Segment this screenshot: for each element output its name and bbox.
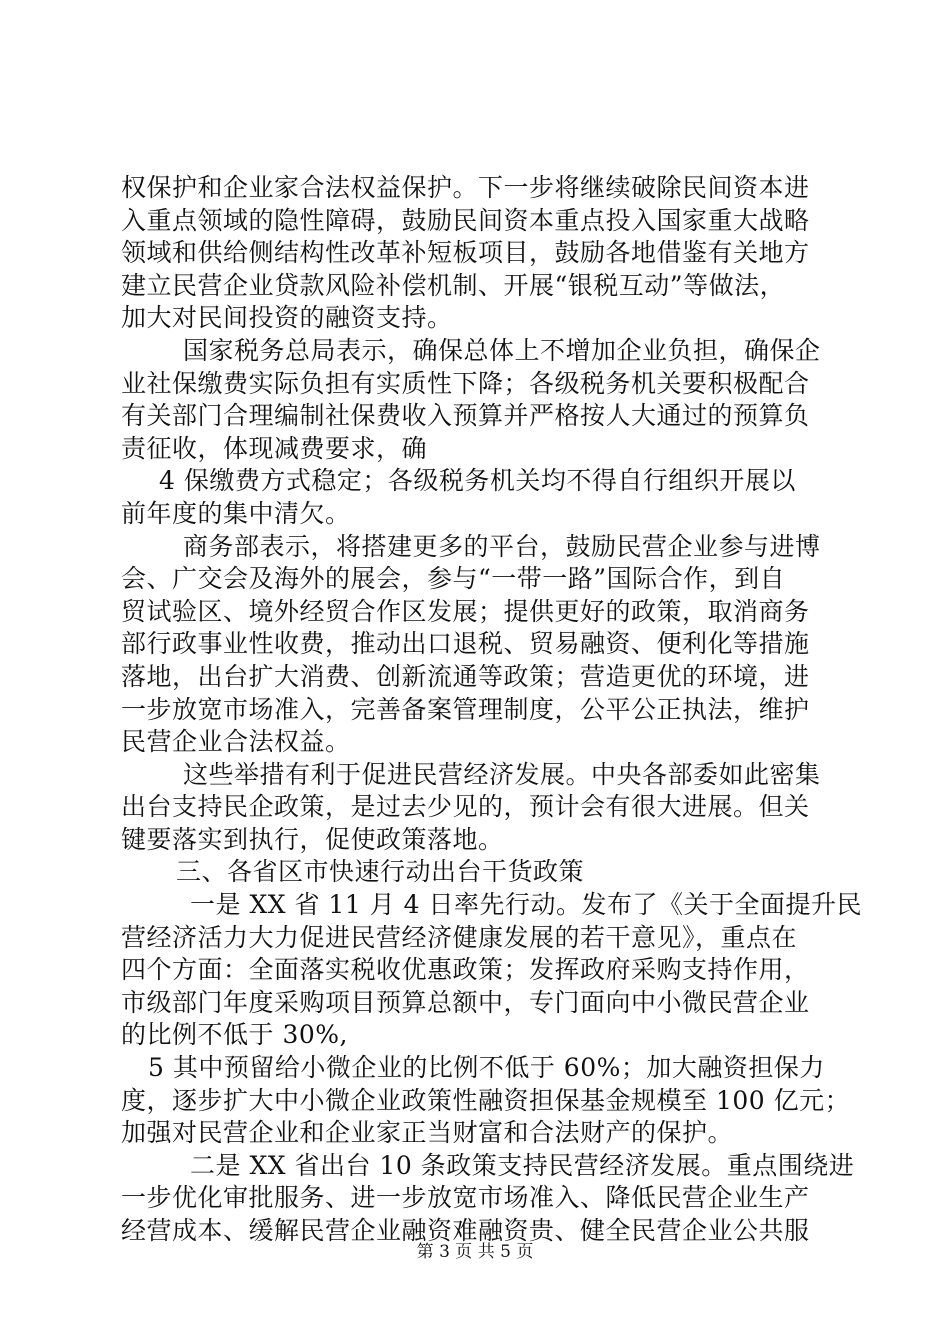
text-line: 权保护和企业家合法权益保护。下一步将继续破除民间资本进 xyxy=(121,173,810,202)
paragraph-start-line: 商务部表示，将搭建更多的平台，鼓励民营企业参与进博 xyxy=(183,531,821,561)
text-line: 经营成本、缓解民营企业融资难融资贵、健全民营企业公共服 xyxy=(121,1216,810,1245)
paragraph-start-line: 一是 XX 省 11 月 4 日率先行动。发布了《关于全面提升民 xyxy=(190,890,862,920)
text-line: 一步放宽市场准入，完善备案管理制度，公平公正执法，维护 xyxy=(121,694,810,724)
text-line: 度，逐步扩大中小微企业政策性融资担保基金规模至 100 亿元； xyxy=(121,1085,851,1115)
text-line: 责征收，体现减费要求，确 xyxy=(121,433,428,463)
section-heading: 三、各省区市快速行动出台干货政策 xyxy=(176,857,585,887)
paragraph-start-line: 这些举措有利于促进民营经济发展。中央各部委如此密集 xyxy=(183,759,821,789)
text-line: 有关部门合理编制社保费收入预算并严格按人大通过的预算负 xyxy=(121,401,810,431)
text-line: 的比例不低于 30%, xyxy=(121,1020,348,1050)
text-line: 领域和供给侧结构性改革补短板项目，鼓励各地借鉴有关地方 xyxy=(121,238,810,268)
text-line: 民营企业合法权益。 xyxy=(121,727,351,757)
text-line: 会、广交会及海外的展会，参与“一带一路”国际合作，到自 xyxy=(121,564,786,594)
text-line: 加大对民间投资的融资支持。 xyxy=(121,303,453,333)
text-line: 落地，出台扩大消费、创新流通等政策；营造更优的环境，进 xyxy=(121,661,810,691)
paragraph-start-line: 二是 XX 省出台 10 条政策支持民营经济发展。重点围绕进 xyxy=(190,1150,855,1180)
text-line: 营经济活力大力促进民营经济健康发展的若干意见》，重点在 xyxy=(121,922,798,952)
text-line: 贸试验区、境外经贸合作区发展；提供更好的政策，取消商务 xyxy=(121,596,810,626)
paragraph-start-line: 4 保缴费方式稳定；各级税务机关均不得自行组织开展以 xyxy=(159,466,796,496)
text-line: 四个方面：全面落实税收优惠政策；发挥政府采购支持作用， xyxy=(121,955,810,985)
document-body xyxy=(121,172,862,1248)
text-line: 业社保缴费实际负担有实质性下降；各级税务机关要积极配合 xyxy=(121,368,810,398)
paragraph-start-line: 国家税务总局表示，确保总体上不增加企业负担，确保企 xyxy=(183,335,821,365)
paragraph-start-line: 5 其中预留给小微企业的比例不低于 60%；加大融资担保力 xyxy=(148,1053,825,1083)
text-line: 一步优化审批服务、进一步放宽市场准入、降低民营企业生产 xyxy=(121,1183,810,1213)
text-line: 前年度的集中清欠。 xyxy=(121,498,351,528)
text-line: 市级部门年度采购项目预算总额中，专门面向中小微民营企业 xyxy=(121,987,810,1017)
text-line: 入重点领域的隐性障碍，鼓励民间资本重点投入国家重大战略 xyxy=(121,205,810,235)
text-line: 键要落实到执行，促使政策落地。 xyxy=(121,824,504,854)
text-line: 出台支持民企政策，是过去少见的，预计会有很大进展。但关 xyxy=(121,792,810,822)
text-line: 部行政事业性收费，推动出口退税、贸易融资、便利化等措施 xyxy=(121,629,810,659)
text-line: 建立民营企业贷款风险补偿机制、开展“银税互动”等做法， xyxy=(121,270,786,300)
text-line: 加强对民营企业和企业家正当财富和合法财产的保护。 xyxy=(121,1118,734,1148)
page-footer: 第 3 页 共 5 页 xyxy=(416,1242,534,1262)
